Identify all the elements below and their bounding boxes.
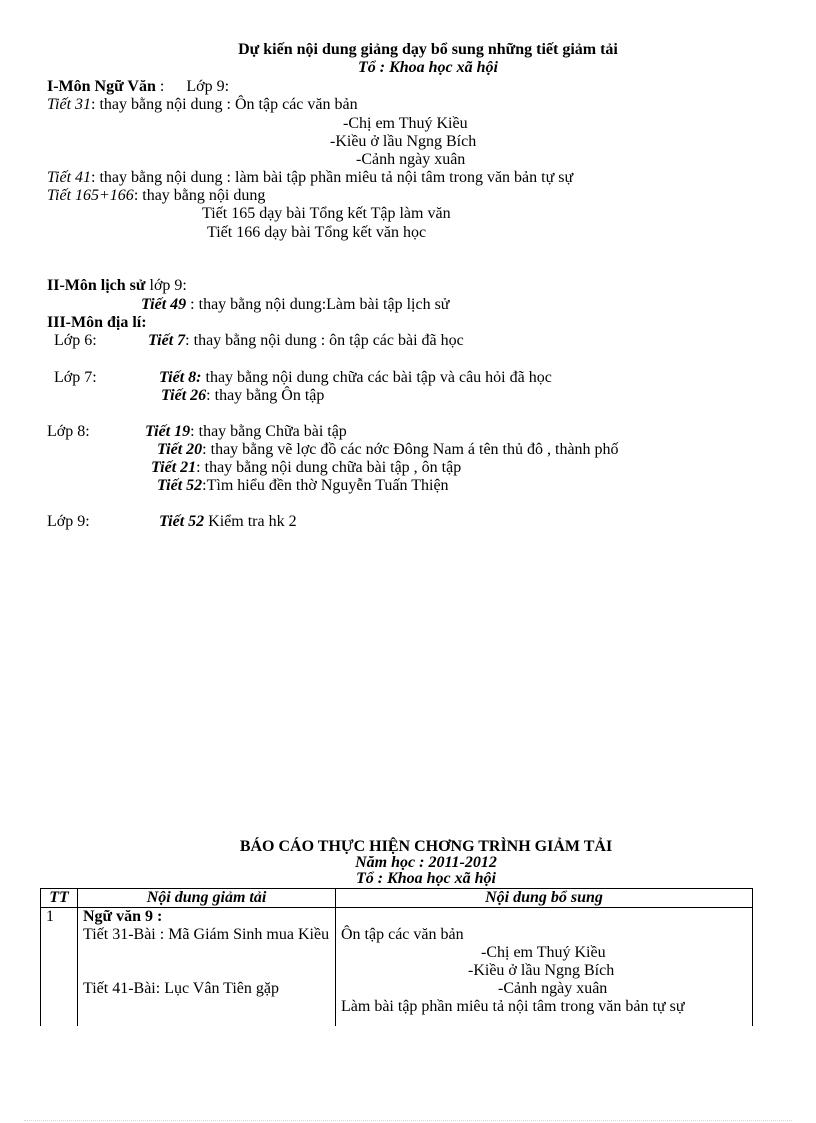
table-header-row bbox=[41, 889, 753, 908]
period-label: Tiết 165+166 bbox=[47, 187, 134, 204]
grade-label: Lớp 6: bbox=[54, 332, 97, 349]
period-label: Tiết 8: bbox=[159, 369, 202, 386]
page-edge-divider bbox=[24, 1120, 792, 1121]
period-label: Tiết 19 bbox=[145, 423, 191, 440]
literature-item bbox=[47, 169, 573, 187]
literature-sep: : bbox=[155, 78, 165, 95]
period-text: : thay bằng nội dung : Ôn tập các văn bản bbox=[91, 96, 358, 113]
period-text: : thay bằng nội dung:Làm bài tập lịch sử bbox=[190, 296, 450, 313]
geography-item bbox=[145, 423, 347, 441]
geography-heading: III-Môn địa lí: bbox=[47, 314, 147, 331]
period-text: : thay bằng Chữa bài tập bbox=[190, 423, 347, 440]
sub-period-165: Tiết 165 dạy bài Tổng kết Tập làm văn bbox=[202, 205, 451, 222]
period-label: Tiết 52 bbox=[157, 477, 203, 494]
sub-period-166: Tiết 166 dạy bài Tổng kết văn học bbox=[207, 224, 427, 241]
period-text: : thay bằng Ôn tập bbox=[206, 387, 325, 404]
work-item: -Kiều ở lầu Ngng Bích bbox=[468, 962, 615, 979]
geography-item bbox=[159, 369, 552, 387]
literature-item bbox=[47, 187, 265, 205]
cell-tt: 1 bbox=[41, 908, 78, 1026]
history-grade: lớp 9: bbox=[149, 277, 187, 294]
geography-item bbox=[148, 332, 464, 350]
history-section-heading bbox=[47, 277, 187, 295]
header-reduced: Nội dung giảm tải bbox=[78, 889, 336, 908]
header-added: Nội dung bổ sung bbox=[336, 889, 753, 908]
literature-section-heading bbox=[47, 78, 229, 96]
geography-item bbox=[161, 387, 324, 405]
cell-reduced bbox=[78, 908, 336, 1026]
report-table bbox=[40, 888, 753, 1026]
added-item: Làm bài tập phần miêu tả nội tâm trong văn bản tự sự bbox=[341, 998, 685, 1015]
added-item: Ôn tập các văn bản bbox=[341, 926, 464, 943]
period-label: Tiết 26 bbox=[161, 387, 207, 404]
grade-label: Lớp 9: bbox=[47, 513, 90, 530]
reduced-item: Tiết 31-Bài : Mã Giám Sinh mua Kiều bbox=[83, 926, 330, 943]
period-text: : thay bằng vẽ lợc đồ các nớc Đông Nam á tên thủ đô , thành phố bbox=[202, 441, 619, 458]
plan-subtitle: Tổ : Khoa học xã hội bbox=[357, 59, 498, 76]
geography-item bbox=[151, 459, 461, 477]
work-item: -Cảnh ngày xuân bbox=[498, 980, 608, 997]
period-label: Tiết 20 bbox=[157, 441, 203, 458]
work-item: -Chị em Thuý Kiều bbox=[343, 115, 468, 132]
table-row bbox=[41, 908, 753, 1026]
period-label: Tiết 21 bbox=[151, 459, 197, 476]
period-text: thay bằng nội dung chữa các bài tập và câu hỏi đã học bbox=[201, 369, 552, 386]
period-label: Tiết 41 bbox=[47, 169, 92, 186]
period-label: Tiết 31 bbox=[47, 96, 92, 113]
geography-item bbox=[157, 441, 619, 459]
subject-label: Ngữ văn 9 : bbox=[83, 908, 163, 925]
period-text: Kiểm tra hk 2 bbox=[204, 513, 297, 530]
literature-grade: Lớp 9: bbox=[186, 78, 230, 95]
report-title: BÁO CÁO THỰC HIỆN CHƠNG TRÌNH GIẢM TẢI bbox=[239, 838, 613, 855]
reduced-item: Tiết 41-Bài: Lục Vân Tiên gặp bbox=[83, 980, 280, 997]
period-label: Tiết 49 bbox=[141, 296, 187, 313]
period-text: : thay bằng nội dung : làm bài tập phần miêu tả nội tâm trong văn bản tự sự bbox=[91, 169, 574, 186]
literature-heading: I-Môn Ngữ Văn bbox=[47, 78, 156, 95]
work-item: -Cảnh ngày xuân bbox=[356, 151, 466, 168]
work-item: -Chị em Thuý Kiều bbox=[481, 944, 606, 961]
geography-item bbox=[159, 513, 297, 531]
report-department: Tổ : Khoa học xã hội bbox=[355, 870, 496, 887]
report-school-year: Năm học : 2011-2012 bbox=[355, 854, 497, 871]
literature-item bbox=[47, 96, 358, 114]
period-label: Tiết 7 bbox=[148, 332, 186, 349]
period-text: : thay bằng nội dung : ôn tập các bài đã học bbox=[185, 332, 464, 349]
history-item bbox=[141, 296, 449, 314]
header-tt: TT bbox=[41, 889, 78, 908]
period-label: Tiết 52 bbox=[159, 513, 205, 530]
work-item: -Kiều ở lầu Ngng Bích bbox=[330, 133, 477, 150]
period-text: : thay bằng nội dung chữa bài tập , ôn tập bbox=[196, 459, 462, 476]
period-text: :Tìm hiểu đền thờ Nguyễn Tuấn Thiện bbox=[202, 477, 449, 494]
grade-label: Lớp 7: bbox=[54, 369, 97, 386]
period-text: : thay bằng nội dung bbox=[133, 187, 266, 204]
grade-label: Lớp 8: bbox=[47, 423, 90, 440]
plan-title: Dự kiến nội dung giảng dạy bổ sung những tiết giảm tải bbox=[238, 41, 618, 58]
history-heading: II-Môn lịch sử bbox=[47, 277, 146, 294]
geography-item bbox=[157, 477, 449, 495]
cell-added bbox=[336, 908, 753, 1026]
